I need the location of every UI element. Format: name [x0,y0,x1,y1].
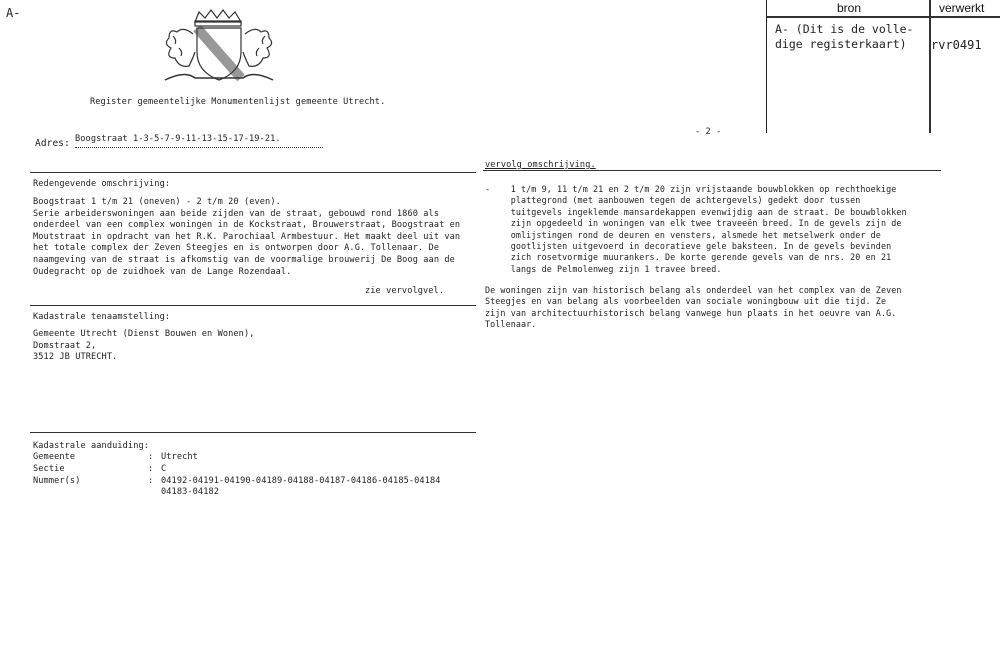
continuation-line: tuitgevels ingeklemde mansardekappen evenwijdig aan de straat. De bouwblokken [485,206,907,217]
continuation-line: omlijstingen rond de deuren en vensters, alsmede het metselwerk onder de [485,229,881,240]
municipality-value: Utrecht [161,452,198,462]
bron-note-line2: dige registerkaart) [775,37,907,51]
continuation-heading: vervolg omschrijving. [485,160,596,170]
colon: : [148,464,154,474]
header-box [766,0,1000,133]
numbers-label: Nummer(s) [33,476,81,486]
continuation-paragraph1 [485,184,907,275]
description-line: naamgeving van de straat is afkomstig van de voormalige brouwerij De Boog aan de [33,254,455,265]
address-value: Boogstraat 1-3-5-7-9-11-13-15-17-19-21. [75,134,323,148]
see-continuation-note: zie vervolgvel. [365,286,445,296]
bron-label: bron [837,1,862,15]
colon: : [148,476,154,486]
municipality-label: Gemeente [33,452,76,462]
description-line: Oudegracht op de zuidhoek van de Lange Rozendaal. [33,266,292,277]
section-value: C [161,464,167,474]
ownership-heading: Kadastrale tenaamstelling: [33,312,171,322]
description-line: het totale complex der Zeven Steegjes en is ontworpen door A.G. Tollenaar. De [33,243,440,254]
register-title: Register gemeentelijke Monumentenlijst gemeente Utrecht. [90,97,386,107]
numbers-line2: 04183-04182 [161,487,220,497]
cadastral-heading: Kadastrale aanduiding: [33,441,150,451]
description-line: onderdeel van een complex woningen in de Kockstraat, Brouwerstraat, Boogstraat en [33,220,461,231]
continuation-line: Steegjes en van belang als voorbeelden van sociale woningbouw uit die tijd. Ze [485,296,887,307]
coat-of-arms-icon [155,8,285,88]
colon: : [148,452,154,462]
ownership-line: 3512 JB UTRECHT. [33,352,118,363]
header-divider [929,0,931,133]
description-line: Boogstraat 1 t/m 21 (oneven) - 2 t/m 20 (even). [33,197,281,207]
continuation-line: langs de Pelmolenweg zijn 1 travee breed. [485,263,722,274]
ownership-line: Domstraat 2, [33,340,97,351]
verwerkt-label: verwerkt [939,1,985,15]
continuation-line: De woningen zijn van historisch belang als onderdeel van het complex van de Zeven [485,285,902,295]
continuation-line: Tollenaar. [485,319,537,330]
continuation-line: zijn opgedeeld in woningen van elk twee traveeën breed. In de gevels zijn de [485,218,902,229]
ownership-body [33,329,255,364]
numbers-line1: 04192-04191-04190-04189-04188-04187-04186-04185-04184 [161,476,441,486]
continuation-line: gootlijsten uitgevoerd in decoratieve gele baksteen. In de gevels bevinden [485,241,892,252]
description-line: Moutstraat in opdracht van het R.K. Parochiaal Armbestuur. Het maakt deel uit van [33,231,461,242]
continuation-line: plattegrond (met aanbouwen tegen de achtergevels) gedekt door tussen [485,195,861,206]
ownership-line: Gemeente Utrecht (Dienst Bouwen en Wonen), [33,329,255,339]
section-label: Sectie [33,464,65,474]
rule-cadastral-top [30,432,476,433]
continuation-line: zich rosetvormige muurankers. De korte gerende gevels van de nrs. 20 en 21 [485,252,892,263]
bron-note-line1: A- (Dit is de volle- [775,22,914,36]
description-body [33,197,460,278]
continuation-paragraph2 [485,285,902,331]
page-number: - 2 - [695,127,722,137]
address-label: Adres: [35,138,70,149]
rule-ownership-top [30,305,476,306]
description-heading: Redengevende omschrijving: [33,179,171,189]
description-line: Serie arbeiderswoningen aan beide zijden van de straat, gebouwd rond 1860 als [33,208,440,219]
corner-mark: A- [6,6,21,20]
header-rule [767,16,1000,18]
continuation-line: - 1 t/m 9, 11 t/m 21 en 2 t/m 20 zijn vrijstaande bouwblokken op rechthoekige [485,184,897,194]
continuation-line: zijn van architectuurhistorisch belang vanwege hun plaats in het oeuvre van A.G. [485,307,897,318]
rule-description-top [30,172,476,173]
verwerkt-value: rvr0491 [931,38,982,52]
